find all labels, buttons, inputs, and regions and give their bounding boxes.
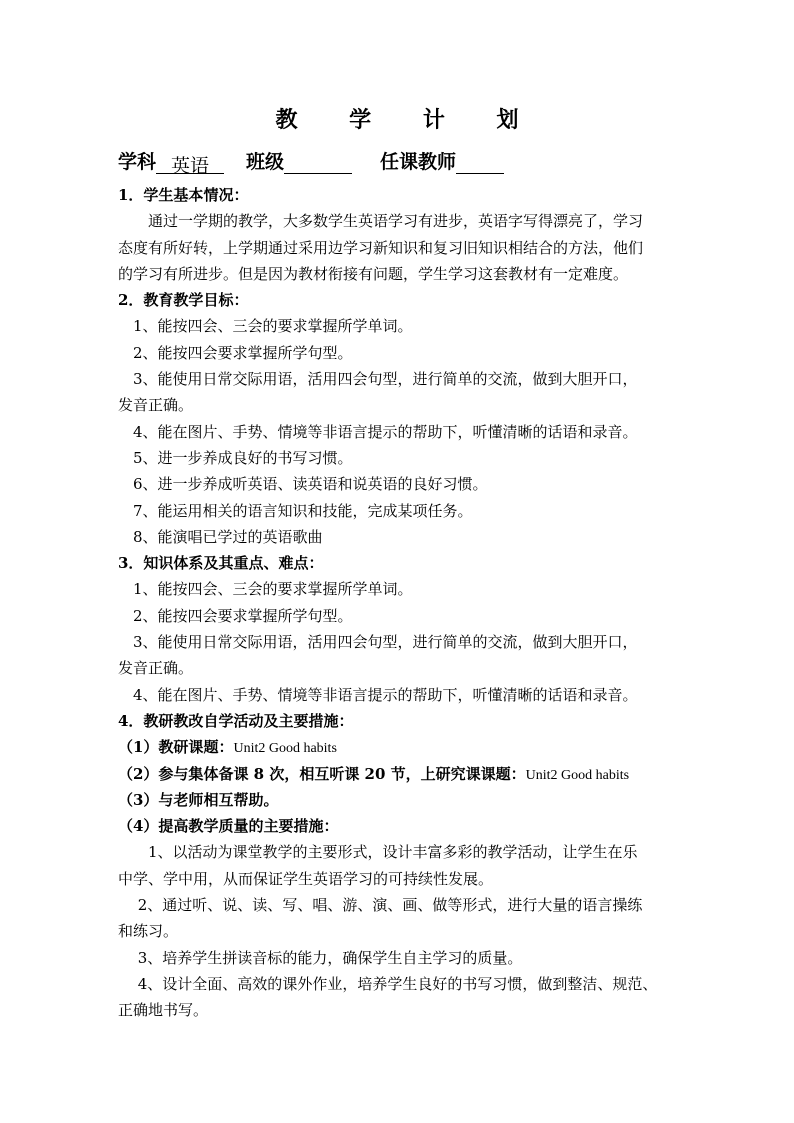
section-heading: 4．教研教改自学活动及主要措施： — [118, 711, 354, 730]
list-item: 1、以活动为课堂教学的主要形式，设计丰富多彩的教学活动，让学生在乐 — [118, 843, 638, 862]
teacher-blank — [456, 151, 504, 174]
list-item: 3、培养学生拼读音标的能力，确保学生自主学习的质量。 — [118, 948, 523, 967]
paragraph-line: 的学习有所进步。但是因为教材衔接有问题，学生学习这套教材有一定难度。 — [118, 264, 629, 283]
lesson-prep-value: Unit2 Good habits — [525, 767, 630, 783]
section-heading: 2．教育教学目标： — [118, 291, 249, 310]
class-label: 班级 — [246, 151, 285, 173]
teacher-label: 任课教师 — [380, 151, 457, 173]
list-item: 发音正确。 — [118, 396, 194, 415]
list-item: 发音正确。 — [118, 659, 194, 678]
subject-label: 学科 — [118, 151, 157, 173]
list-item: 1、能按四会、三会的要求掌握所学单词。 — [118, 317, 413, 336]
list-item: 和练习。 — [118, 922, 179, 941]
class-blank — [284, 151, 352, 174]
list-item: 7、能运用相关的语言知识和技能，完成某项任务。 — [118, 501, 473, 520]
list-item: 3、能使用日常交际用语，活用四会句型，进行简单的交流，做到大胆开口， — [118, 370, 638, 389]
list-item: 6、进一步养成听英语、读英语和说英语的良好习惯。 — [118, 475, 488, 494]
lesson-prep-label: （2）参与集体备课 8 次，相互听课 20 节，上研究课课题： — [118, 764, 526, 783]
list-item: 2、能按四会要求掌握所学句型。 — [118, 606, 353, 625]
list-item: 2、通过听、说、读、写、唱、游、演、画、做等形式，进行大量的语言操练 — [118, 896, 643, 915]
section-heading: 1．学生基本情况： — [118, 186, 249, 204]
list-item: 正确地书写。 — [118, 1001, 209, 1020]
list-item: 4、能在图片、手势、情境等非语言提示的帮助下，听懂清晰的话语和录音。 — [118, 685, 638, 704]
document-body — [118, 182, 678, 1024]
lesson-prep — [118, 761, 678, 787]
section-heading: 3．知识体系及其重点、难点： — [118, 554, 324, 573]
list-item: 中学、学中用，从而保证学生英语学习的可持续性发展。 — [118, 869, 494, 888]
paragraph-line: 通过一学期的教学，大多数学生英语学习有进步，英语字写得漂亮了，学习 — [118, 212, 644, 231]
research-topic — [118, 734, 678, 760]
mutual-help: （3）与老师相互帮助。 — [118, 790, 279, 809]
list-item: 3、能使用日常交际用语，活用四会句型，进行简单的交流，做到大胆开口， — [118, 633, 638, 652]
measures-heading: （4）提高教学质量的主要措施： — [118, 817, 339, 836]
list-item: 2、能按四会要求掌握所学句型。 — [118, 343, 353, 362]
list-item: 5、进一步养成良好的书写习惯。 — [118, 448, 353, 467]
list-item: 8、能演唱已学过的英语歌曲 — [118, 527, 323, 546]
research-topic-value: Unit2 Good habits — [233, 741, 337, 757]
header-fields — [118, 147, 504, 177]
research-topic-label: （1）教研课题： — [118, 738, 234, 757]
list-item: 4、能在图片、手势、情境等非语言提示的帮助下，听懂清晰的话语和录音。 — [118, 422, 638, 441]
list-item: 1、能按四会、三会的要求掌握所学单词。 — [118, 580, 413, 599]
paragraph-line: 态度有所好转，上学期通过采用边学习新知识和复习旧知识相结合的方法，他们 — [118, 238, 644, 257]
list-item: 4、设计全面、高效的课外作业，培养学生良好的书写习惯，做到整洁、规范、 — [118, 974, 658, 993]
page-title: 教 学 计 划 — [275, 107, 541, 133]
subject-value: 英语 — [156, 151, 224, 174]
